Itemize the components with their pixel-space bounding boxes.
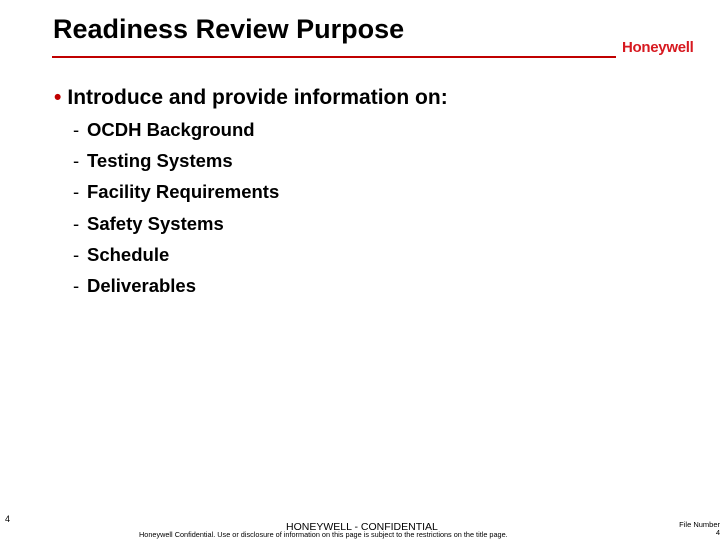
- list-item-label: Testing Systems: [87, 150, 233, 172]
- dash-icon: -: [73, 274, 80, 296]
- list-item-label: Schedule: [87, 243, 170, 265]
- file-number-label: File Number: [679, 520, 720, 529]
- dash-icon: -: [73, 212, 80, 234]
- list-item: [73, 274, 279, 305]
- file-number-value: 4: [715, 528, 720, 537]
- dash-icon: -: [73, 243, 80, 265]
- list-item: [73, 118, 279, 149]
- confidential-heading: HONEYWELL - CONFIDENTIAL: [286, 521, 438, 533]
- page-number: 4: [5, 514, 11, 524]
- file-number: [668, 521, 720, 537]
- list-item: [73, 149, 279, 180]
- dash-icon: -: [73, 150, 80, 172]
- list-item-label: Safety Systems: [87, 212, 224, 234]
- bullet-dot-icon: •: [54, 86, 62, 109]
- list-item: [73, 180, 279, 211]
- list-item: [73, 243, 279, 274]
- dash-icon: -: [73, 181, 80, 203]
- confidential-notice: Honeywell Confidential. Use or disclosure of information on this page is subject to the restrictions on the title page.: [139, 530, 508, 539]
- main-bullet: [54, 86, 448, 110]
- main-bullet-text: Introduce and provide information on:: [67, 86, 448, 109]
- dash-icon: -: [73, 119, 80, 140]
- list-item-label: Deliverables: [87, 274, 197, 296]
- honeywell-logo: Honeywell: [622, 39, 694, 56]
- list-item-label: OCDH Background: [87, 119, 255, 140]
- sub-bullet-list: [73, 118, 279, 305]
- slide-title: Readiness Review Purpose: [53, 14, 405, 44]
- list-item-label: Facility Requirements: [87, 181, 280, 203]
- list-item: [73, 212, 279, 243]
- title-divider: [52, 56, 616, 58]
